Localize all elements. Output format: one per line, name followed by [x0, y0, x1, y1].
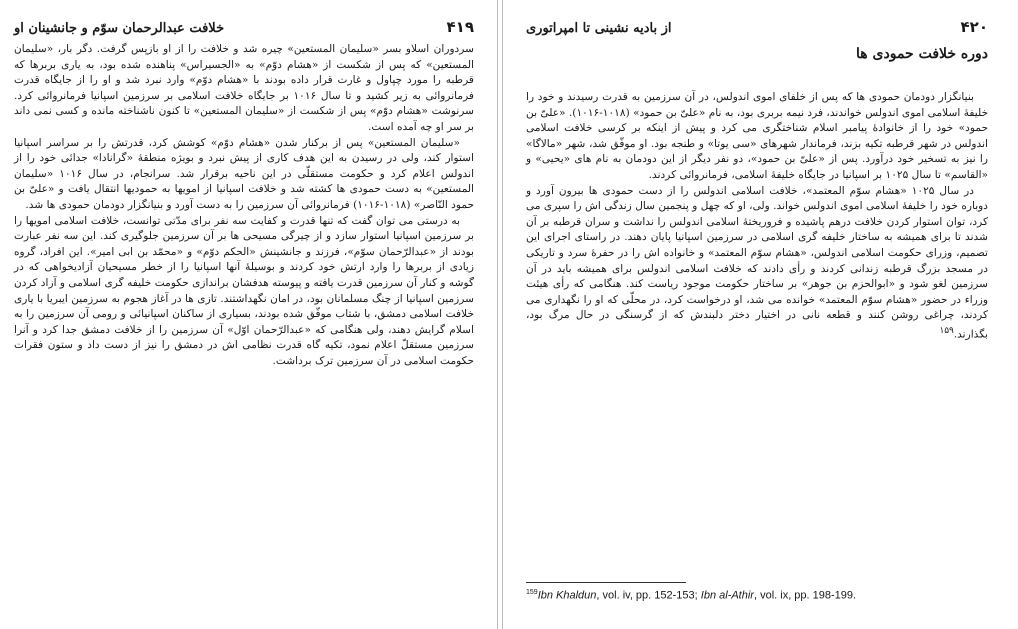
section-title: دوره خلافت حمودی ها [856, 46, 988, 62]
book-gutter [497, 0, 503, 629]
right-page-number: ۴۲۰ [960, 18, 988, 36]
footnote-source-1: Ibn Khaldun [537, 589, 597, 602]
right-running-header [526, 18, 988, 36]
left-paragraph-1: سردوران اسلاو بسر «سلیمان المستعین» چیره شد و خلافت را از او بازپس گرفت. دگر بار، «سلیمان المستعین» که پس از شکست از «هشام دوّم» به «الجسیراس» پناهنده شده بود، به یاری بربرها که قرطبه را مورد چپاول و غارت قرار داده بودند با «هشام دوّم» وارد نبرد شد و او را از جایگاه قدرت فرمانروائی به زیر کشید و تا سال ۱۰۱۶ بر جایگاه خلافت اسلامی بر سرزمین اسپانیا فرمانروائی کرد. سرنوشت «هشام دوّم» پس از شکست از «سلیمان المستعین» تا کنون ناشناخته مانده و کسی نمی داند بر سر او چه آمده است. [14, 43, 474, 133]
right-running-title: از بادیه نشینی تا امپراتوری [526, 21, 672, 36]
footnote-source-2: Ibn al-Athir [700, 589, 754, 602]
left-page [0, 0, 496, 629]
right-page [504, 0, 1018, 629]
footnote-divider [526, 582, 686, 583]
right-paragraph-2 [526, 184, 988, 343]
footnote-citation-1: , vol. iv, pp. 152-153; [596, 589, 701, 602]
left-paragraph-3: به درستی می توان گفت که تنها قدرت و کفایت سه نفر برای مدّتی توانست، خلافت اسلامی امویها را بر سرزمین اسپانیا استوار سازد و از چیرگی مسیحی ها بر آن سرزمین جلوگیری کند. این سه نفر عبارت بودند از «عبدالرّحمان سوّم»، فرزند و جانشینش «الحکم دوّم» و «محمّد بن ابی امیر». این افراد، گروه زیادی از بربرها را وارد ارتش خود کردند و بوسیلهٔ آنها اسپانیا را از خطر مسیحیان آزادیخواهی که در گوشه و کنار آن سرزمین قدرت یافته و پیوسته هدفشان براندازی حکومت خلیفه گری اسلامی و آزاد کردن سرزمین اسپانیا از چنگ مسلمانان بود، در امان نگهداشتند. تازی ها در آغاز هجوم به سرزمین ایبریا با یاری خلافت اسلامی دمشق، با شتاب موفّق شده بودند، بسیاری از ساکنان اسپانیائی و رومی آن سرزمین را به اسلام گرایش دهند، ولی هنگامی که «عبدالرّحمان اوّل» آن سرزمین را از خلافت دمشق جدا کرد و آنرا سرزمین مستقلّ اعلام نمود، تکیه گاه قدرت نظامی اش در دمشق را نیز از دست داد و ستون فقرات حکومت اسلامی در آن سرزمین ترک برداشت. [14, 214, 474, 367]
right-paragraph-1: بنیانگزار دودمان حمودی ها که پس از خلفای اموی اندولس، در آن سرزمین به قدرت رسیدند و خود را خلیفهٔ اسلامی اموی اندولس خواندند، فرد نیمه بربری بود، به نام «علیّ بن حمود» (۱۰۱۸-۱۰۱۶). «علیّ بن حمود» خود را از خانوادهٔ پیامبر اسلام شناختگری می کرد و پیش از اینکه بر کرسی خلافت اسلامی اندولس در شهر قرطبه تکیه بزند، فرماندار شهرهای «سی یوتا» و طنجه بود. او موفّق شد، شهر «مالاگا» را نیز به تسخیر خود درآورد. پس از «علیّ بن حمود»، دو نفر دیگر از این دودمان به نام های «یحیی» و «القاسم» تا سال ۱۰۲۵ بر اسپانیا در جایگاه خلیفهٔ اسلامی، فرمانروائی کردند. [526, 91, 988, 181]
footnote-reference: ۱۵۹ [939, 325, 954, 336]
left-paragraph-2: «سلیمان المستعین» پس از برکنار شدن «هشام دوّم» کوشش کرد، قدرتش را بر سراسر اسپانیا استوار کند، ولی در رسیدن به این هدف کاری از پیش نبرد و بویژه منطقهٔ «گرانادا» جدائی خود را از اندولس اعلام کرد و حکومت مستقلّی در این ناحیه برقرار شد. سرانجام، در سال ۱۰۱۶ «سلیمان المستعین» به دست حمودی ها کشته شد و خلافت اسپانیا از امویها به حمودیها انتقال یافت و «علیّ بن حمود النّاصر» (۱۰۱۸-۱۰۱۶) فرمانروائی آن سرزمین را به دست آورد و بنیانگزار دودمان حمودی ها شد. [14, 136, 475, 211]
footnote-number: 159 [526, 589, 538, 596]
left-running-title: خلافت عبدالرحمان سوّم و جانشینان او [14, 21, 225, 36]
footnote [526, 586, 988, 603]
left-running-header [14, 18, 474, 36]
footnote-citation-2: , vol. ix, pp. 198-199. [753, 589, 857, 602]
left-page-number: ۴۱۹ [446, 18, 474, 36]
right-paragraph-2-text: در سال ۱۰۲۵ «هشام سوّم المعتمد»، خلافت اسلامی اندولس را از دست حمودی ها بیرون آورد و دوباره خود را خلیفهٔ اسلامی اموی اندولس خواند. ولی، او که چهل و پنجمین سال زندگی اش را سپری می کرد، توان استوار کردن خلافت درهم پاشیده و فروریختهٔ اسلامی اندولس را نداشت و سران قرطبه بر آن شدند تا برای همیشه به ساختار خلیفه گری اسلامی در سرزمین اسپانیا پایان دهند. در راستای اجرای این تصمیم، وزرای حکومت اسلامی اندولس، «هشام سوّم المعتمد» و خانواده اش را در حفرهٔ سرد و تاریکی در مسجد بزرگ قرطبه زندانی کردند و رأی دادند که خلافت اسلامی اندولس برای همیشه باید در آن سرزمین لغو شود و «ابوالحزم بن جوهر» بر ساختار حکومت موجود ریاست کند. هنگامی که رأی هیئت وزراء در حضور «هشام سوّم المعتمد» خوانده می شد، او درخواست کرد، در محلّی که او را نگهداری می کردند، چراغی روشن کنند و قطعه نانی در اختیار دختر دلبندش که از گرسنگی در حال مرگ بود، بگذارند. [526, 184, 988, 341]
